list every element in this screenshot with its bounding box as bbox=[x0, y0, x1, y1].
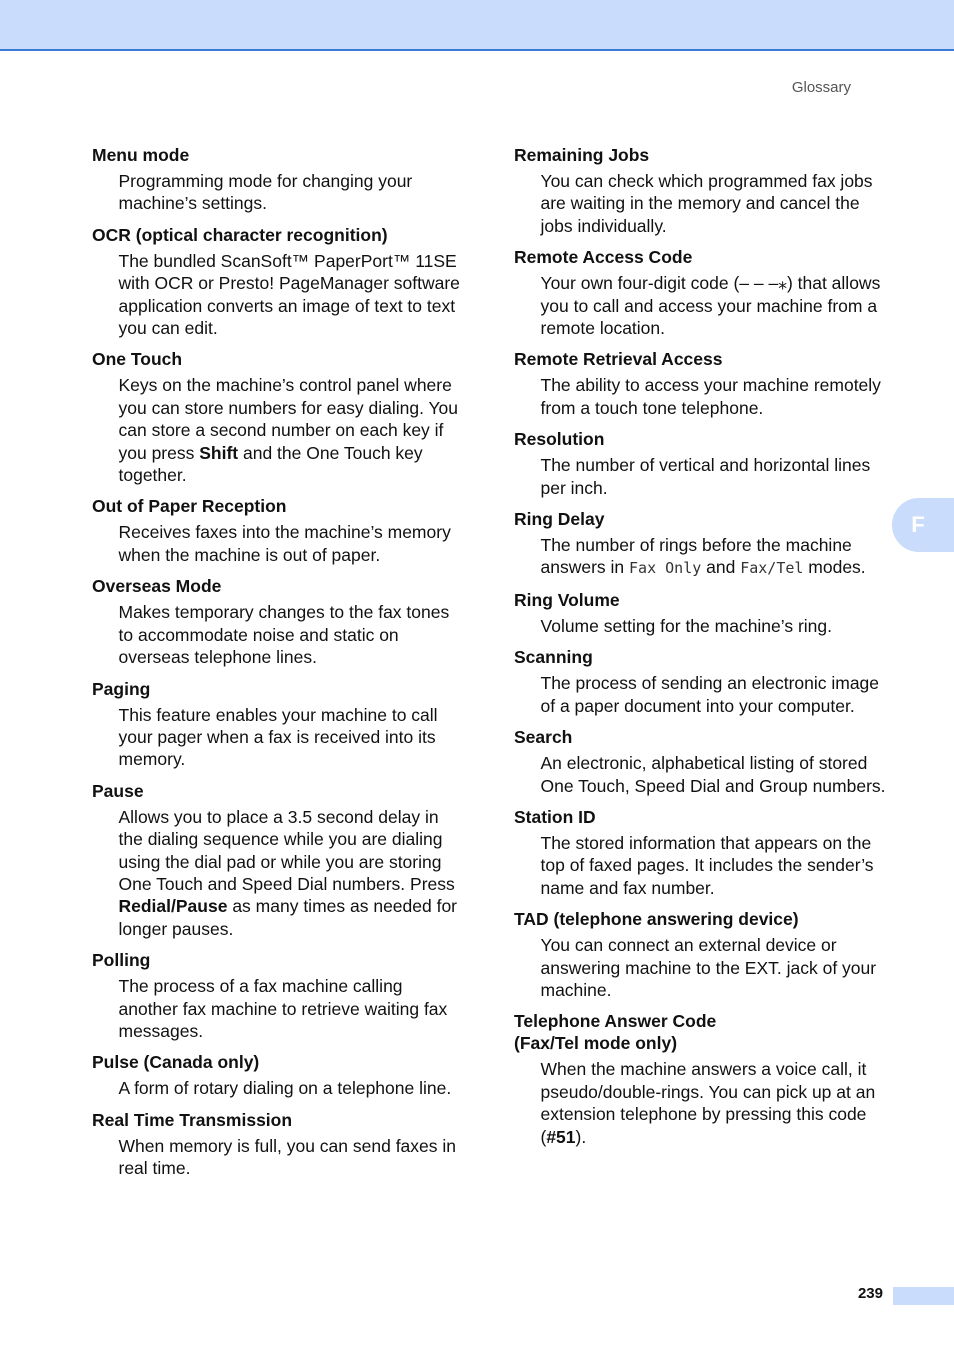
glossary-entry bbox=[92, 348, 464, 486]
term-line: Telephone Answer Code bbox=[514, 1011, 717, 1032]
glossary-definition bbox=[541, 1058, 887, 1148]
glossary-definition: Receives faxes into the machine’s memory when the machine is out of paper. bbox=[118, 522, 451, 565]
glossary-definition: When memory is full, you can send faxes in real time. bbox=[118, 1135, 457, 1179]
display-mode-name: Fax/Tel bbox=[740, 559, 804, 578]
glossary-entry bbox=[92, 1051, 464, 1099]
glossary-term: OCR (optical character recognition) bbox=[92, 224, 388, 245]
glossary-entry bbox=[514, 908, 886, 1001]
glossary-entry bbox=[514, 806, 886, 899]
code-value: #51 bbox=[546, 1126, 576, 1147]
key-name: Shift bbox=[199, 442, 239, 463]
glossary-term: Scanning bbox=[514, 647, 593, 668]
glossary-definition: You can connect an external device or answering machine to the EXT. jack of your machine. bbox=[540, 935, 877, 1000]
glossary-term: Ring Volume bbox=[514, 589, 620, 610]
glossary-definition bbox=[119, 374, 465, 486]
definition-text: The number of rings before the machine answers in bbox=[540, 535, 852, 578]
glossary-definition: The process of sending an electronic image of a paper document into your computer. bbox=[540, 673, 880, 716]
glossary-entry bbox=[514, 508, 886, 580]
glossary-term: Search bbox=[514, 727, 573, 748]
glossary-term: One Touch bbox=[92, 349, 183, 370]
definition-text: and bbox=[701, 557, 741, 578]
glossary-entry bbox=[514, 589, 886, 637]
chapter-tab: F bbox=[892, 498, 954, 552]
glossary-definition: The process of a fax machine calling another fax machine to retrieve waiting fax messages. bbox=[118, 976, 448, 1041]
glossary-term: Resolution bbox=[514, 429, 605, 450]
definition-text: modes. bbox=[803, 557, 866, 578]
header-band bbox=[0, 0, 954, 51]
glossary-term: TAD (telephone answering device) bbox=[514, 909, 799, 930]
definition-text: ). bbox=[575, 1126, 587, 1147]
glossary-entry bbox=[92, 224, 464, 340]
term-line: (Fax/Tel mode only) bbox=[514, 1033, 678, 1054]
key-name: Redial/Pause bbox=[118, 896, 228, 917]
glossary-definition: Programming mode for changing your machine’s settings. bbox=[118, 171, 413, 214]
glossary-definition: The bundled ScanSoft™ PaperPort™ 11SE with OCR or Presto! PageManager software application converts an image of text to text you can edit. bbox=[118, 250, 460, 339]
glossary-term: Menu mode bbox=[92, 145, 190, 165]
glossary-entry bbox=[514, 246, 886, 339]
page-number-bar bbox=[893, 1287, 954, 1305]
glossary-term: Remote Access Code bbox=[514, 247, 693, 268]
glossary-entry bbox=[92, 678, 464, 771]
glossary-definition bbox=[119, 806, 465, 940]
definition-text: Keys on the machine’s control panel where you can store numbers for easy dialing. You can store a second number on each key if you press bbox=[118, 375, 459, 463]
definition-text: Allows you to place a 3.5 second delay in the dialing sequence while you are dialing using the dial pad or while you are storing One Touch and Speed Dial numbers. Press bbox=[118, 806, 455, 894]
glossary-entry bbox=[514, 428, 886, 499]
glossary-term: Ring Delay bbox=[514, 509, 605, 530]
glossary-term: Real Time Transmission bbox=[92, 1109, 293, 1130]
glossary-entry bbox=[514, 726, 886, 797]
glossary-term: Station ID bbox=[514, 806, 596, 827]
glossary-left-column bbox=[92, 144, 464, 1189]
glossary-entry bbox=[514, 144, 886, 237]
glossary-term: Remaining Jobs bbox=[514, 145, 650, 165]
running-header-title: Glossary bbox=[791, 79, 851, 96]
glossary-entry bbox=[92, 144, 464, 215]
glossary-definition: Makes temporary changes to the fax tones to accommodate noise and static on overseas telephone lines. bbox=[118, 602, 450, 668]
definition-text: and the One Touch key together. bbox=[118, 442, 423, 486]
glossary-term bbox=[514, 1010, 886, 1054]
glossary-definition: Your own four-digit code (– – –⁎) that allows you to call and access your machine from a remote location. bbox=[540, 273, 881, 339]
display-mode-name: Fax Only bbox=[629, 559, 702, 578]
glossary-entry bbox=[514, 348, 886, 419]
glossary-term: Overseas Mode bbox=[92, 576, 222, 597]
glossary-entry bbox=[92, 1109, 464, 1180]
glossary-entry bbox=[92, 495, 464, 566]
glossary-definition: You can check which programmed fax jobs are waiting in the memory and cancel the jobs individually. bbox=[540, 171, 873, 236]
glossary-term: Pulse (Canada only) bbox=[92, 1052, 260, 1073]
glossary-entry bbox=[92, 575, 464, 668]
glossary-definition: Volume setting for the machine’s ring. bbox=[540, 615, 833, 636]
definition-text: When the machine answers a voice call, it pseudo/double-rings. You can pick up at an extension telephone by pressing this code ( bbox=[540, 1059, 876, 1147]
definition-text: as many times as needed for longer pauses. bbox=[118, 896, 458, 939]
glossary-definition: An electronic, alphabetical listing of stored One Touch, Speed Dial and Group numbers. bbox=[540, 753, 886, 796]
glossary-entry bbox=[92, 949, 464, 1042]
glossary-term: Paging bbox=[92, 678, 151, 699]
glossary-entry bbox=[514, 646, 886, 717]
glossary-definition bbox=[541, 534, 887, 580]
glossary-term: Polling bbox=[92, 950, 151, 971]
glossary-term: Out of Paper Reception bbox=[92, 496, 287, 517]
glossary-entry bbox=[92, 780, 464, 940]
glossary-definition: The ability to access your machine remotely from a touch tone telephone. bbox=[540, 375, 881, 418]
glossary-definition: The number of vertical and horizontal lines per inch. bbox=[540, 455, 871, 498]
glossary-definition: This feature enables your machine to call your pager when a fax is received into its memory. bbox=[118, 704, 438, 770]
glossary-term: Pause bbox=[92, 780, 144, 801]
glossary-right-column bbox=[514, 144, 886, 1157]
glossary-definition: The stored information that appears on the top of faxed pages. It includes the sender’s name and fax number. bbox=[540, 832, 874, 898]
glossary-term: Remote Retrieval Access bbox=[514, 349, 723, 370]
glossary-entry bbox=[514, 1010, 886, 1148]
glossary-definition: A form of rotary dialing on a telephone line. bbox=[118, 1078, 452, 1099]
page-number: 239 bbox=[857, 1285, 883, 1302]
